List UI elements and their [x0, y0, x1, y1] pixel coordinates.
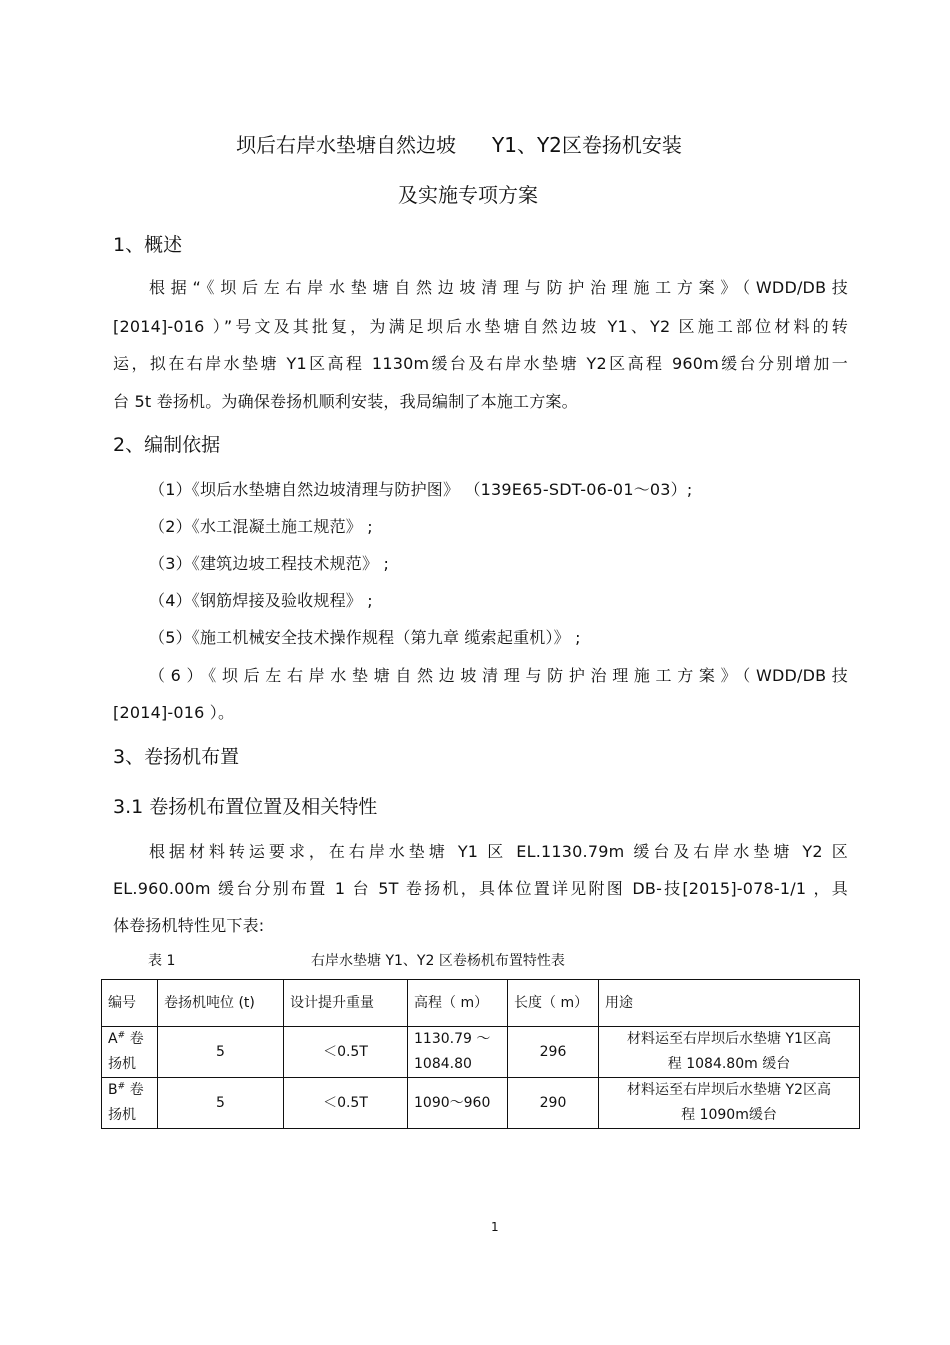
- row-a-tonnage: 5: [158, 1027, 284, 1078]
- winch-spec-table: [101, 979, 860, 1129]
- row-a-elevation: 1130.79 ～ 1084.80: [408, 1027, 508, 1078]
- header-lift: 设计提升重量: [284, 980, 408, 1027]
- reference-item-5: （5）《施工机械安全技术操作规程（第九章 缆索起重机）》 ;: [149, 628, 581, 647]
- reference-item-6: （6）《坝后左右岸水垫塘自然边坡清理与防护治理施工方案》（WDD/DB技: [149, 666, 848, 685]
- section-1-line-3: 运，拟在右岸水垫塘 Y1区高程 1130m缓台及右岸水垫塘 Y2区高程 960m缓台分别增加一: [113, 354, 848, 373]
- row-a-id: A# 卷 扬机: [102, 1027, 158, 1078]
- header-id: 编号: [102, 980, 158, 1027]
- section-3-1-line-3: 体卷扬机特性见下表:: [113, 916, 265, 935]
- table-caption-title: 右岸水垫塘 Y1、Y2 区卷杨机布置特性表: [311, 953, 565, 969]
- section-3-1-line-2: EL.960.00m 缓台分别布置 1 台 5T 卷扬机，具体位置详见附图 DB-技[2015]-078-1/1 ，具: [113, 879, 848, 898]
- row-b-id: B# 卷 扬机: [102, 1078, 158, 1129]
- reference-item-3: （3）《建筑边坡工程技术规范》 ;: [149, 554, 390, 573]
- section-1-line-1: 根据“《坝后左右岸水垫塘自然边坡清理与防护治理施工方案》（WDD/DB技: [149, 278, 848, 297]
- title-part2: Y1、Y2区卷扬机安装: [492, 133, 682, 157]
- header-tonnage: 卷扬机吨位 (t): [158, 980, 284, 1027]
- row-a-use: 材料运至右岸坝后水垫塘 Y1区高 程 1084.80m 缓台: [599, 1027, 860, 1078]
- reference-item-6-cont: [2014]-016 ）。: [113, 703, 235, 722]
- section-3-heading: 3、卷扬机布置: [113, 746, 240, 768]
- section-1-line-2: [2014]-016 ）”号文及其批复，为满足坝后水垫塘自然边坡 Y1、Y2 区施工部位材料的转: [113, 317, 848, 336]
- header-length: 长度（ m）: [508, 980, 599, 1027]
- table-caption-label: 表 1: [148, 953, 176, 969]
- title-part1: 坝后右岸水垫塘自然边坡: [236, 133, 456, 157]
- section-2-heading: 2、编制依据: [113, 434, 221, 456]
- table-header-row: [102, 980, 860, 1027]
- row-b-use: 材料运至右岸坝后水垫塘 Y2区高 程 1090m缓台: [599, 1078, 860, 1129]
- table-row: [102, 1027, 860, 1078]
- section-1-heading: 1、概述: [113, 234, 183, 256]
- row-b-length: 290: [508, 1078, 599, 1129]
- row-a-lift: ＜0.5T: [284, 1027, 408, 1078]
- page-number: 1: [491, 1220, 499, 1234]
- row-b-elevation: 1090～960: [408, 1078, 508, 1129]
- row-b-lift: ＜0.5T: [284, 1078, 408, 1129]
- page-title: [236, 129, 682, 158]
- reference-item-1: （1）《坝后水垫塘自然边坡清理与防护图》 （139E65-SDT-06-01～03）;: [149, 480, 693, 499]
- row-b-tonnage: 5: [158, 1078, 284, 1129]
- section-1-line-4: 台 5t 卷扬机。为确保卷扬机顺利安装，我局编制了本施工方案。: [113, 392, 578, 411]
- page-subtitle: 及实施专项方案: [398, 183, 538, 207]
- row-a-length: 296: [508, 1027, 599, 1078]
- section-3-1-line-1: 根据材料转运要求，在右岸水垫塘 Y1 区 EL.1130.79m 缓台及右岸水垫塘 Y2 区: [149, 842, 848, 861]
- header-use: 用途: [599, 980, 860, 1027]
- section-3-1-heading: 3.1 卷扬机布置位置及相关特性: [113, 796, 378, 818]
- reference-item-4: （4）《钢筋焊接及验收规程》 ;: [149, 591, 373, 610]
- table-row: [102, 1078, 860, 1129]
- header-elevation: 高程（ m）: [408, 980, 508, 1027]
- reference-item-2: （2）《水工混凝土施工规范》 ;: [149, 517, 373, 536]
